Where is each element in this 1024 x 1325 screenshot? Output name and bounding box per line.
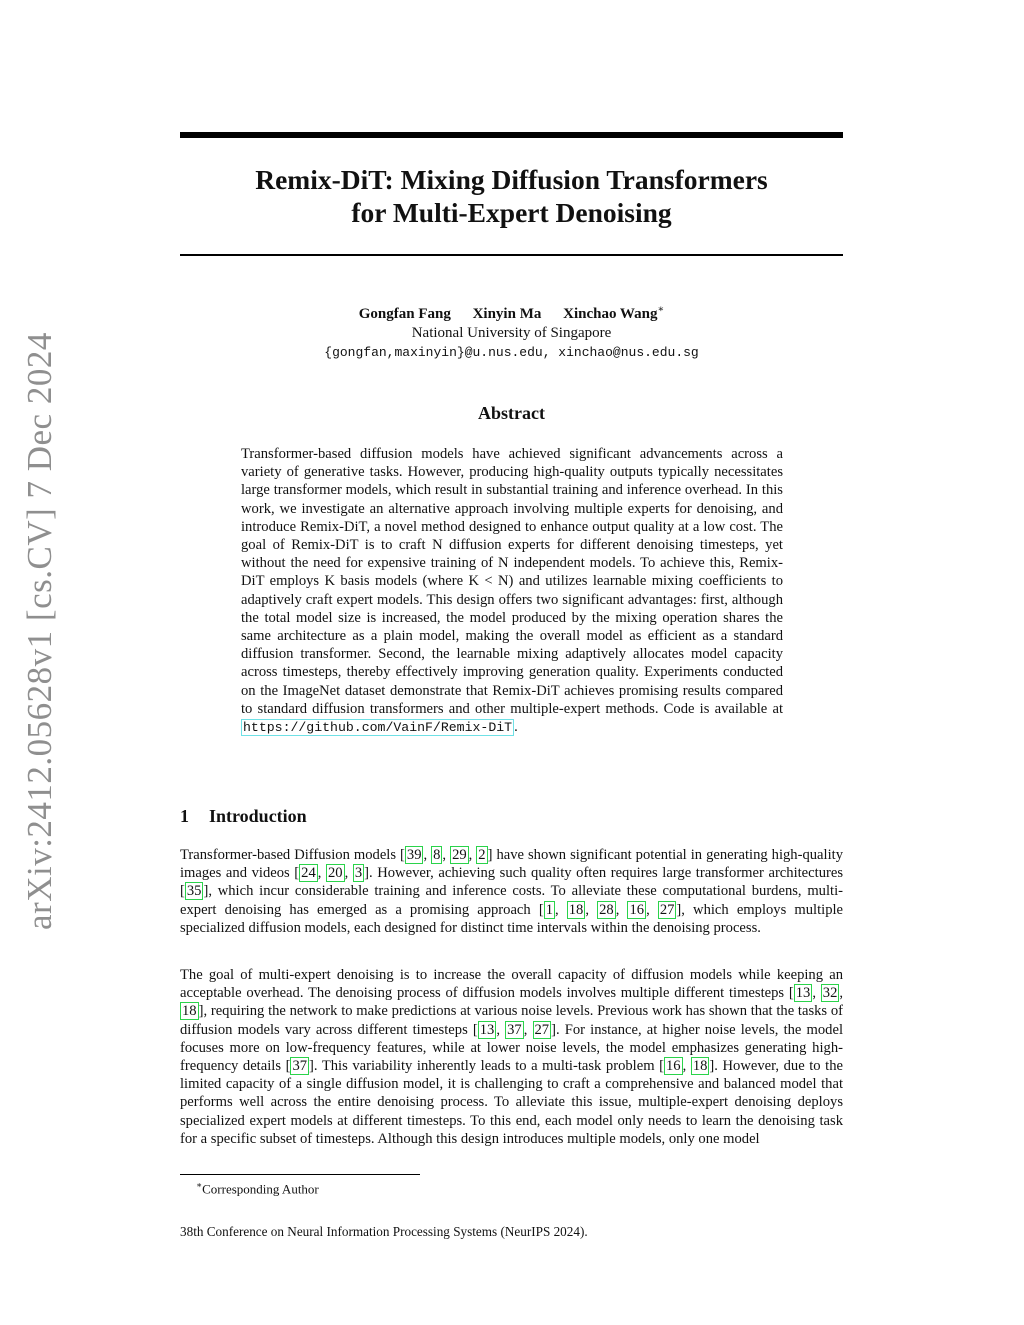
footnote-text: Corresponding Author [202,1181,319,1197]
citation-link[interactable]: 8 [433,847,441,863]
paper-title-line-1: Remix-DiT: Mixing Diffusion Transformers [255,164,768,195]
corresponding-mark: ∗ [657,304,665,315]
footnote [196,1180,319,1197]
author-name: Xinchao Wang∗ [563,304,665,322]
author-block [180,300,843,362]
paragraph-text: , [317,865,326,882]
abstract-text: Transformer-based diffusion models have achieved significant advancements across a variety of generative tasks. However, producing high-quality outputs typically necessitates large transformer models, which result in substantial training and inference overhead. In this work, we investigate an alternative approach involving multiple experts for denoising, and introduce Remix-DiT, a novel method designed to enhance output quality at a low cost. The goal of Remix-DiT is to craft N diffusion experts for different denoising timesteps, yet without the need for expensive training of N independent models. To achieve this, Remix-DiT employs K basis models (where K < N) and utilizes learnable mixing coefficients to adaptively craft expert models. This design offers two significant advantages: first, although the total model size is increased, the model produced by the mixing operation shares the same architecture as a plain model, making the overall model as efficient as a standard diffusion transformer. Second, the learnable mixing adaptively allocates model capacity across timesteps, thereby effectively improving generation quality. Experiments conducted on the ImageNet dataset demonstrate that Remix-DiT achieves promising results compared to standard diffusion transformers and other multiple-expert methods. Code is available at [241,446,783,717]
paragraph-text: ]. However, achieving such quality often requires large transformer architectures [ [180,865,844,900]
paragraph-text: , [496,1021,506,1038]
paragraph-text: ]. However, due to the limited capacity of a single diffusion model, it is challenging to craft a comprehensive and balanced model that performs well across the entire denoising process. To alleviate this issue, multiple-expert denoising deploys specialized expert models at different timesteps. To this end, each model only needs to learn the denoising task for a specific subset of timesteps. Although this design introduces multiple models, only one model [180,1058,843,1147]
paragraph-text: ] have shown significant potential in generating high-quality images and videos [ [180,847,843,882]
paragraph-text: , [615,901,628,918]
paragraph-text: , [585,901,598,918]
section-heading [180,806,307,827]
paragraph-text: , [554,901,567,918]
citation-link[interactable]: 2 [478,847,486,863]
citation-link[interactable]: 28 [599,901,614,918]
code-link[interactable]: https://github.com/VainF/Remix-DiT [243,720,513,736]
intro-paragraph-1 [180,846,843,937]
paragraph-text: , [812,985,821,1002]
citation-link[interactable]: 20 [327,865,343,882]
abstract-end: . [514,719,518,736]
citation-link[interactable]: 18 [568,901,584,918]
citation-link[interactable]: 16 [666,1058,681,1075]
paragraph-text: , [682,1058,691,1075]
paragraph-text: ], requiring the network to make predictions at various noise levels. Previous work has shown that the tasks of diffusion models vary across different timesteps [ [180,1003,843,1038]
citation-link[interactable]: 18 [182,1003,197,1020]
citation-link[interactable]: 37 [292,1058,308,1075]
title-bottom-rule [180,254,843,256]
citation-link[interactable]: 27 [659,901,675,918]
paragraph-text: Transformer-based Diffusion models [ [180,847,405,863]
intro-paragraph-2 [180,966,843,1148]
citation-link[interactable]: 32 [822,985,838,1002]
author-name: Xinyin Ma [472,306,542,322]
author-emails: {gongfan,maxinyin}@u.nus.edu, xinchao@nus.edu.sg [324,345,699,360]
paper-title [180,163,843,229]
citation-link[interactable]: 39 [406,847,422,863]
arxiv-side-label: arXiv:2412.05628v1 [cs.CV] 7 Dec 2024 [20,332,59,930]
citation-link[interactable]: 16 [629,901,645,918]
paragraph-text: ]. This variability inherently leads to a multi-task problem [ [309,1058,664,1075]
paragraph-text: , [468,847,477,863]
footnote-rule [180,1174,420,1175]
footnote-mark: ∗ [196,1180,203,1190]
citation-link[interactable]: 18 [692,1058,708,1075]
citation-link[interactable]: 35 [186,883,202,900]
conference-note: 38th Conference on Neural Information Processing Systems (NeurIPS 2024). [180,1224,588,1239]
paragraph-text: , [344,865,353,882]
paragraph-text: , [839,985,844,1002]
citation-link[interactable]: 29 [452,847,467,863]
citation-link[interactable]: 37 [507,1021,522,1038]
paragraph-text: , [646,901,658,918]
section-number: 1 [180,806,189,826]
title-top-rule [180,132,843,138]
citation-link[interactable]: 24 [301,865,316,882]
citation-link[interactable]: 3 [354,865,363,882]
paragraph-text: ], which incur considerable training and inference costs. To alleviate these computational burdens, multi-expert denoising has emerged as a promising approach [ [180,883,843,918]
paragraph-text: , [423,847,432,863]
citation-link[interactable]: 13 [795,985,811,1002]
paper-title-line-2: for Multi-Expert Denoising [351,197,672,228]
paragraph-text: , [442,847,451,863]
citation-link[interactable]: 13 [479,1021,495,1038]
paragraph-text: ], which employs multiple specialized diffusion models, each designed for distinct time intervals within the denoising process. [180,901,844,936]
section-title: Introduction [209,806,307,826]
citation-link[interactable]: 1 [545,901,553,918]
citation-link[interactable]: 27 [534,1021,550,1038]
author-name: Gongfan Fang [358,306,451,322]
author-names [180,300,843,324]
paragraph-text: ]. For instance, at higher noise levels, the model focuses more on low-frequency features, while at lower noise levels, the model emphasizes generating high-frequency details [ [180,1021,844,1075]
paragraph-text: , [523,1021,533,1038]
author-affiliation: National University of Singapore [411,325,612,341]
abstract-heading: Abstract [478,403,545,423]
abstract-body [241,445,783,737]
paragraph-text: The goal of multi-expert denoising is to increase the overall capacity of diffusion models while keeping an acceptable overhead. The denoising process of diffusion models involves multiple different timesteps [ [180,967,843,1002]
